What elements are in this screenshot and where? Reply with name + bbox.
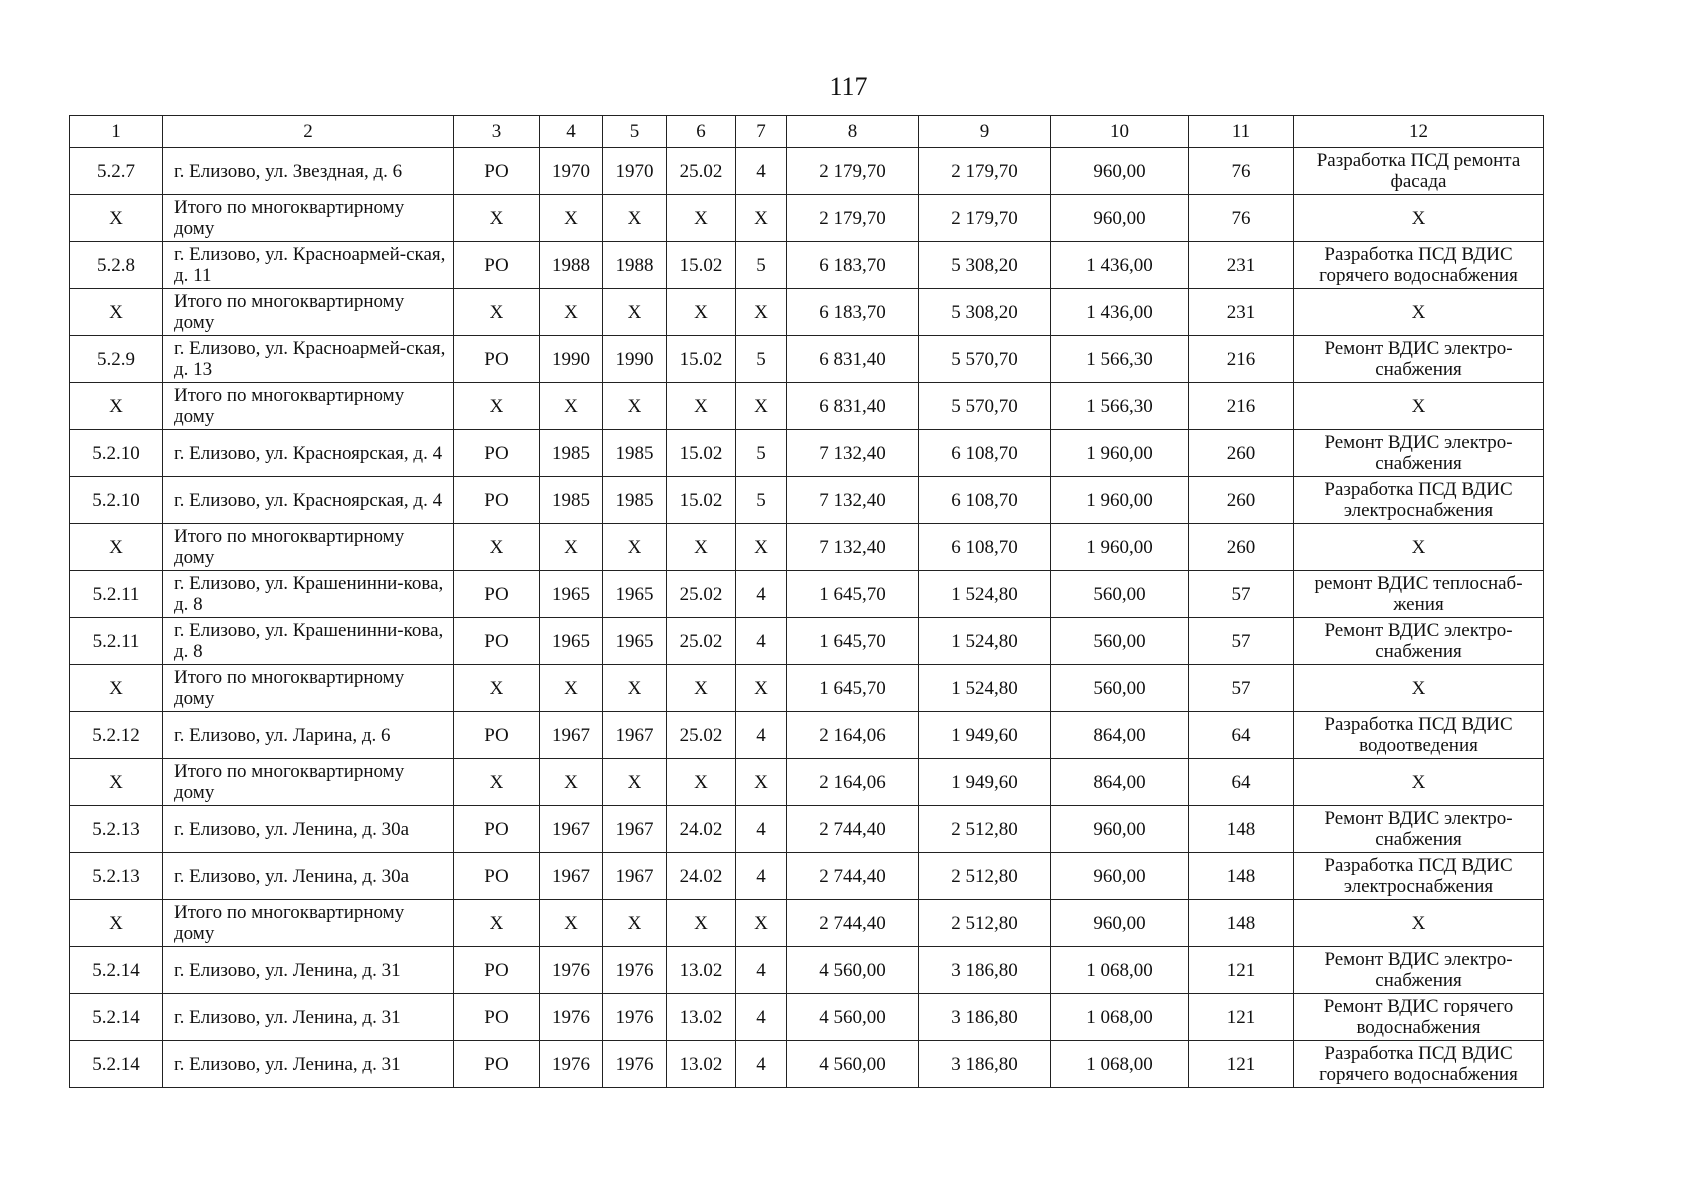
table-cell: X (454, 759, 540, 806)
table-cell: 1970 (603, 148, 667, 195)
table-cell: 5 (736, 336, 787, 383)
table-cell: 7 132,40 (787, 524, 919, 571)
table-cell: 1 566,30 (1051, 336, 1189, 383)
table-row (70, 994, 1544, 1041)
table-cell: Разработка ПСД ремонта фасада (1294, 148, 1544, 195)
table-cell: г. Елизово, ул. Ленина, д. 31 (163, 947, 454, 994)
table-cell: РО (454, 618, 540, 665)
table-cell: 121 (1189, 947, 1294, 994)
table-cell: 5.2.14 (70, 947, 163, 994)
column-header: 10 (1051, 116, 1189, 148)
table-cell: 25.02 (667, 618, 736, 665)
table-cell: 1 524,80 (919, 665, 1051, 712)
table-row (70, 289, 1544, 336)
table-cell: 231 (1189, 242, 1294, 289)
table-cell: X (1294, 289, 1544, 336)
table-cell: 864,00 (1051, 759, 1189, 806)
table-cell: 64 (1189, 759, 1294, 806)
table-cell: Разработка ПСД ВДИС электроснабжения (1294, 853, 1544, 900)
table-cell: X (454, 289, 540, 336)
table-cell: Ремонт ВДИС электро-снабжения (1294, 618, 1544, 665)
table-cell: X (667, 900, 736, 947)
table-cell: РО (454, 806, 540, 853)
table-cell: 15.02 (667, 477, 736, 524)
table-cell: г. Елизово, ул. Ленина, д. 31 (163, 1041, 454, 1088)
table-cell: X (603, 289, 667, 336)
table-cell: 4 (736, 994, 787, 1041)
table-row (70, 383, 1544, 430)
table-cell: 2 179,70 (787, 195, 919, 242)
table-cell: РО (454, 242, 540, 289)
table-cell: X (540, 900, 603, 947)
table-cell: 2 512,80 (919, 806, 1051, 853)
table-cell: 1 960,00 (1051, 430, 1189, 477)
table-row (70, 759, 1544, 806)
table-cell: 1976 (603, 1041, 667, 1088)
table-cell: 1 436,00 (1051, 242, 1189, 289)
table-cell: 216 (1189, 336, 1294, 383)
table-cell: 4 (736, 853, 787, 900)
table-cell: Итого по многоквартирному дому (163, 524, 454, 571)
table-cell: X (454, 383, 540, 430)
table-cell: 1 949,60 (919, 712, 1051, 759)
table-row (70, 524, 1544, 571)
table-cell: г. Елизово, ул. Красноармей-ская, д. 13 (163, 336, 454, 383)
table-cell: X (736, 195, 787, 242)
table-cell: 5.2.13 (70, 853, 163, 900)
table-cell: 1976 (540, 947, 603, 994)
table-cell: X (540, 759, 603, 806)
table-cell: 1990 (540, 336, 603, 383)
table-cell: Разработка ПСД ВДИС водоотведения (1294, 712, 1544, 759)
table-cell: Итого по многоквартирному дому (163, 195, 454, 242)
table-cell: X (1294, 195, 1544, 242)
table-cell: РО (454, 947, 540, 994)
table-cell: 6 831,40 (787, 336, 919, 383)
table-cell: 260 (1189, 477, 1294, 524)
table-row (70, 947, 1544, 994)
table-cell: 4 (736, 806, 787, 853)
table-cell: 13.02 (667, 994, 736, 1041)
table-cell: 5.2.11 (70, 571, 163, 618)
column-header: 1 (70, 116, 163, 148)
table-cell: 5.2.10 (70, 477, 163, 524)
table-cell: 560,00 (1051, 571, 1189, 618)
table-cell: Итого по многоквартирному дому (163, 289, 454, 336)
table-cell: 76 (1189, 195, 1294, 242)
table-cell: 4 (736, 571, 787, 618)
table-cell: 64 (1189, 712, 1294, 759)
table-cell: 148 (1189, 806, 1294, 853)
table-cell: 5.2.13 (70, 806, 163, 853)
table-cell: X (454, 665, 540, 712)
table-cell: 1976 (603, 994, 667, 1041)
table-cell: X (70, 900, 163, 947)
table-cell: Разработка ПСД ВДИС электроснабжения (1294, 477, 1544, 524)
column-header: 3 (454, 116, 540, 148)
table-row (70, 665, 1544, 712)
table-cell: X (540, 665, 603, 712)
table-cell: X (1294, 524, 1544, 571)
table-cell: 2 744,40 (787, 806, 919, 853)
table-cell: 15.02 (667, 242, 736, 289)
table-cell: 1 436,00 (1051, 289, 1189, 336)
table-cell: X (667, 383, 736, 430)
table-cell: 5.2.8 (70, 242, 163, 289)
table-cell: 960,00 (1051, 195, 1189, 242)
table-cell: X (667, 665, 736, 712)
table-cell: РО (454, 477, 540, 524)
table-cell: 5.2.12 (70, 712, 163, 759)
table-cell: Разработка ПСД ВДИС горячего водоснабжения (1294, 242, 1544, 289)
table-row (70, 900, 1544, 947)
table-row (70, 336, 1544, 383)
table-cell: X (454, 900, 540, 947)
table-cell: 76 (1189, 148, 1294, 195)
table-cell: 1967 (603, 712, 667, 759)
table-row (70, 242, 1544, 289)
table-cell: 1988 (603, 242, 667, 289)
table-cell: X (603, 524, 667, 571)
table-cell: 148 (1189, 853, 1294, 900)
table-cell: X (736, 289, 787, 336)
table-cell: 1967 (540, 853, 603, 900)
table-cell: X (603, 759, 667, 806)
column-header: 4 (540, 116, 603, 148)
table-cell: 7 132,40 (787, 430, 919, 477)
table-cell: Итого по многоквартирному дому (163, 900, 454, 947)
table-cell: 260 (1189, 524, 1294, 571)
table-cell: 560,00 (1051, 618, 1189, 665)
table-cell: X (736, 759, 787, 806)
table-cell: РО (454, 853, 540, 900)
table-cell: 24.02 (667, 853, 736, 900)
table-cell: X (1294, 383, 1544, 430)
table-cell: X (736, 665, 787, 712)
table-cell: 260 (1189, 430, 1294, 477)
table-body (70, 148, 1544, 1088)
table-cell: Ремонт ВДИС электро-снабжения (1294, 947, 1544, 994)
table-cell: 5 570,70 (919, 383, 1051, 430)
table-cell: 5.2.14 (70, 1041, 163, 1088)
table-cell: 1976 (603, 947, 667, 994)
table-cell: X (667, 759, 736, 806)
table-cell: 5.2.7 (70, 148, 163, 195)
table-cell: 2 179,70 (787, 148, 919, 195)
table-cell: 1 524,80 (919, 618, 1051, 665)
table-row (70, 806, 1544, 853)
table-cell: 5.2.10 (70, 430, 163, 477)
table-cell: РО (454, 994, 540, 1041)
table-cell: X (70, 289, 163, 336)
table-row (70, 571, 1544, 618)
table-cell: 4 560,00 (787, 994, 919, 1041)
table-cell: 3 186,80 (919, 1041, 1051, 1088)
column-header: 7 (736, 116, 787, 148)
table-cell: 4 (736, 947, 787, 994)
table-cell: 1 068,00 (1051, 994, 1189, 1041)
table-cell: 3 186,80 (919, 994, 1051, 1041)
column-header: 5 (603, 116, 667, 148)
table-cell: 5 308,20 (919, 289, 1051, 336)
table-cell: 5 (736, 477, 787, 524)
table-cell: X (454, 195, 540, 242)
table-cell: 1 068,00 (1051, 947, 1189, 994)
table-cell: 1967 (603, 853, 667, 900)
table-cell: 1985 (603, 477, 667, 524)
table-cell: X (736, 524, 787, 571)
table-cell: 121 (1189, 1041, 1294, 1088)
table-cell: 1990 (603, 336, 667, 383)
table-cell: 2 179,70 (919, 148, 1051, 195)
table-cell: Итого по многоквартирному дому (163, 383, 454, 430)
table-cell: 1 645,70 (787, 571, 919, 618)
column-header: 9 (919, 116, 1051, 148)
table-cell: 1965 (603, 618, 667, 665)
table-cell: 1985 (540, 477, 603, 524)
table-cell: 1 068,00 (1051, 1041, 1189, 1088)
table-cell: 1967 (540, 712, 603, 759)
table-cell: 13.02 (667, 947, 736, 994)
table-cell: X (603, 665, 667, 712)
table-cell: 13.02 (667, 1041, 736, 1088)
table-cell: X (667, 195, 736, 242)
table-cell: г. Елизово, ул. Красноярская, д. 4 (163, 477, 454, 524)
table-cell: г. Елизово, ул. Ленина, д. 30а (163, 806, 454, 853)
table-cell: г. Елизово, ул. Звездная, д. 6 (163, 148, 454, 195)
table-cell: 57 (1189, 618, 1294, 665)
table-cell: 25.02 (667, 712, 736, 759)
table-cell: X (1294, 665, 1544, 712)
table-cell: 5 570,70 (919, 336, 1051, 383)
column-header: 6 (667, 116, 736, 148)
table-cell: Итого по многоквартирному дому (163, 665, 454, 712)
column-header: 2 (163, 116, 454, 148)
table-row (70, 430, 1544, 477)
table-cell: 6 108,70 (919, 524, 1051, 571)
table-cell: X (70, 759, 163, 806)
table-cell: 1988 (540, 242, 603, 289)
table-cell: X (603, 195, 667, 242)
table-cell: 1976 (540, 994, 603, 1041)
column-header: 12 (1294, 116, 1544, 148)
table-cell: 15.02 (667, 430, 736, 477)
table-cell: 2 744,40 (787, 853, 919, 900)
table-row (70, 618, 1544, 665)
table-cell: г. Елизово, ул. Красноармей-ская, д. 11 (163, 242, 454, 289)
table-header (70, 116, 1544, 148)
table-cell: 2 164,06 (787, 759, 919, 806)
table-cell: Итого по многоквартирному дому (163, 759, 454, 806)
table-cell: 216 (1189, 383, 1294, 430)
table-cell: 3 186,80 (919, 947, 1051, 994)
table-cell: X (736, 900, 787, 947)
table-cell: 5.2.9 (70, 336, 163, 383)
table-cell: 15.02 (667, 336, 736, 383)
table-cell: Разработка ПСД ВДИС горячего водоснабжения (1294, 1041, 1544, 1088)
table-cell: РО (454, 336, 540, 383)
table-cell: 560,00 (1051, 665, 1189, 712)
table-cell: X (540, 383, 603, 430)
table-cell: X (540, 289, 603, 336)
table-cell: ремонт ВДИС теплоснаб-жения (1294, 571, 1544, 618)
table-cell: 960,00 (1051, 806, 1189, 853)
table-cell: 25.02 (667, 148, 736, 195)
table-cell: 1985 (603, 430, 667, 477)
table-cell: г. Елизово, ул. Крашенинни-кова, д. 8 (163, 571, 454, 618)
page-number: 117 (829, 72, 868, 101)
table-cell: 2 512,80 (919, 900, 1051, 947)
table-cell: Ремонт ВДИС электро-снабжения (1294, 806, 1544, 853)
table-cell: X (1294, 759, 1544, 806)
table-cell: 121 (1189, 994, 1294, 1041)
table-cell: 960,00 (1051, 148, 1189, 195)
table-cell: 4 (736, 712, 787, 759)
header-row (70, 116, 1544, 148)
table-cell: 1970 (540, 148, 603, 195)
table-cell: 1965 (540, 618, 603, 665)
table-cell: 4 560,00 (787, 1041, 919, 1088)
table-cell: X (736, 383, 787, 430)
table-cell: 5.2.14 (70, 994, 163, 1041)
table-cell: 1 949,60 (919, 759, 1051, 806)
table-cell: 6 108,70 (919, 477, 1051, 524)
table-cell: 231 (1189, 289, 1294, 336)
column-header: 8 (787, 116, 919, 148)
table-cell: 1965 (540, 571, 603, 618)
table-cell: 1967 (603, 806, 667, 853)
works-table (69, 115, 1544, 1088)
table-cell: 864,00 (1051, 712, 1189, 759)
table-cell: РО (454, 430, 540, 477)
table-cell: X (70, 195, 163, 242)
table-cell: РО (454, 571, 540, 618)
table-cell: РО (454, 712, 540, 759)
table-cell: 5 (736, 430, 787, 477)
table-cell: 1 960,00 (1051, 524, 1189, 571)
table-cell: X (454, 524, 540, 571)
table-cell: г. Елизово, ул. Красноярская, д. 4 (163, 430, 454, 477)
table-cell: 1 566,30 (1051, 383, 1189, 430)
table-cell: X (70, 665, 163, 712)
table-row (70, 195, 1544, 242)
table-cell: 7 132,40 (787, 477, 919, 524)
table-row (70, 712, 1544, 759)
table-row (70, 477, 1544, 524)
table-cell: 2 512,80 (919, 853, 1051, 900)
table-cell: 4 (736, 148, 787, 195)
table-cell: Ремонт ВДИС электро-снабжения (1294, 430, 1544, 477)
column-header: 11 (1189, 116, 1294, 148)
table-cell: 148 (1189, 900, 1294, 947)
table-cell: 4 (736, 1041, 787, 1088)
table-cell: 1965 (603, 571, 667, 618)
table-cell: 57 (1189, 665, 1294, 712)
table-cell: 1 960,00 (1051, 477, 1189, 524)
table-row (70, 148, 1544, 195)
table-cell: 2 179,70 (919, 195, 1051, 242)
table-cell: 960,00 (1051, 900, 1189, 947)
table-row (70, 853, 1544, 900)
table-cell: X (667, 289, 736, 336)
table-cell: 5 308,20 (919, 242, 1051, 289)
table-cell: 1976 (540, 1041, 603, 1088)
table-cell: Ремонт ВДИС горячего водоснабжения (1294, 994, 1544, 1041)
table-cell: 1 645,70 (787, 618, 919, 665)
table-cell: г. Елизово, ул. Ленина, д. 31 (163, 994, 454, 1041)
table-cell: 57 (1189, 571, 1294, 618)
table-cell: 1967 (540, 806, 603, 853)
table-cell: X (70, 524, 163, 571)
table-cell: 5.2.11 (70, 618, 163, 665)
table-cell: X (603, 900, 667, 947)
table-cell: 5 (736, 242, 787, 289)
table-cell: X (603, 383, 667, 430)
table-row (70, 1041, 1544, 1088)
table-cell: РО (454, 148, 540, 195)
table-cell: 2 164,06 (787, 712, 919, 759)
table-cell: г. Елизово, ул. Ленина, д. 30а (163, 853, 454, 900)
table-cell: Ремонт ВДИС электро-снабжения (1294, 336, 1544, 383)
table-cell: 6 108,70 (919, 430, 1051, 477)
table-cell: 1 645,70 (787, 665, 919, 712)
table-cell: X (70, 383, 163, 430)
table-cell: 1 524,80 (919, 571, 1051, 618)
table-cell: 6 183,70 (787, 242, 919, 289)
table-cell: 4 560,00 (787, 947, 919, 994)
table-cell: 1985 (540, 430, 603, 477)
table-cell: г. Елизово, ул. Ларина, д. 6 (163, 712, 454, 759)
table-cell: 2 744,40 (787, 900, 919, 947)
table-cell: 4 (736, 618, 787, 665)
table-cell: 6 183,70 (787, 289, 919, 336)
table-cell: РО (454, 1041, 540, 1088)
table-cell: X (540, 524, 603, 571)
table-cell: X (1294, 900, 1544, 947)
table-cell: г. Елизово, ул. Крашенинни-кова, д. 8 (163, 618, 454, 665)
table-cell: 25.02 (667, 571, 736, 618)
table-cell: 24.02 (667, 806, 736, 853)
table-cell: 960,00 (1051, 853, 1189, 900)
table-cell: X (540, 195, 603, 242)
table-cell: X (667, 524, 736, 571)
table-cell: 6 831,40 (787, 383, 919, 430)
